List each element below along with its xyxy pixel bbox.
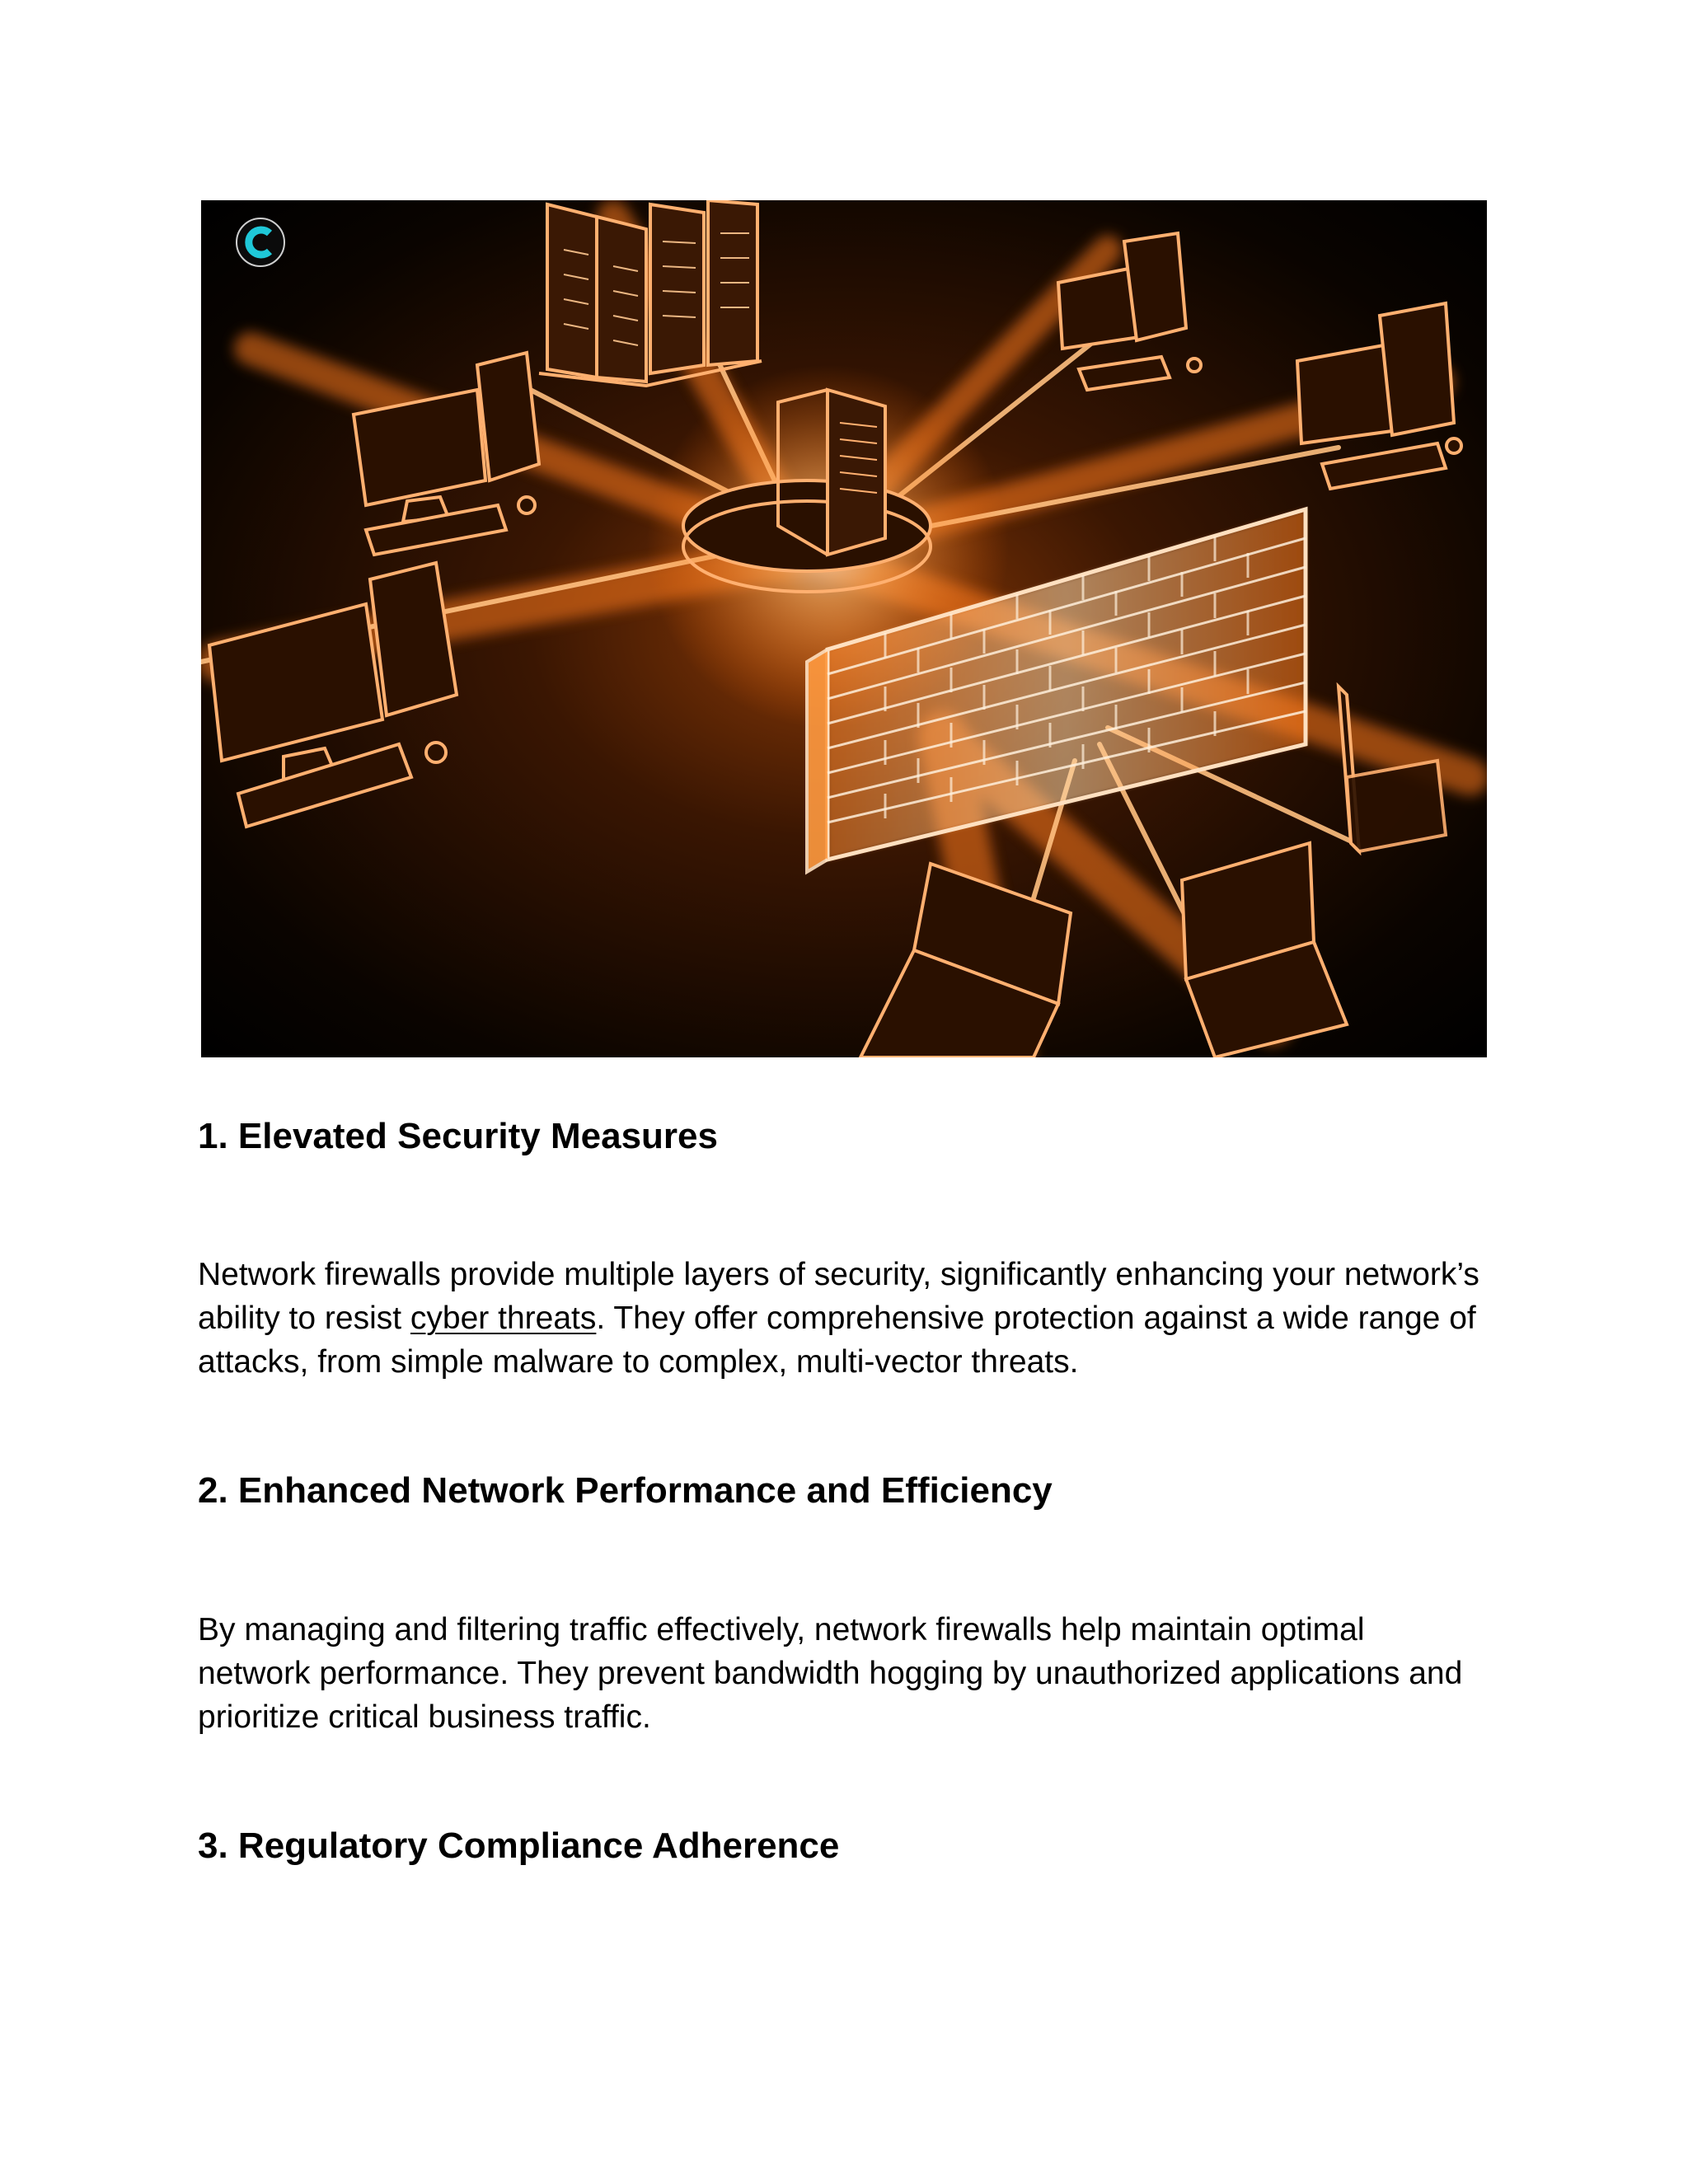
section-paragraph-performance: By managing and filtering traffic effectively, network firewalls help maintain optimal network performance. They prevent bandwidth hogging by unauthorized applications and prioritize critical business traffic. [198, 1612, 1463, 1735]
paragraph-text-start: Network firewalls provide multiple layers of security, significantly enhancing your network’s ability to resist [198, 1257, 1479, 1336]
section-heading-security: 1. Elevated Security Measures [198, 1116, 718, 1156]
section-heading-performance: 2. Enhanced Network Performance and Efficiency [198, 1470, 1053, 1511]
brand-logo-icon [235, 217, 286, 268]
section-heading-compliance: 3. Regulatory Compliance Adherence [198, 1825, 840, 1866]
section-paragraph-security [198, 1253, 1484, 1384]
hero-image [201, 200, 1487, 1057]
network-firewall-illustration [201, 200, 1487, 1057]
cyber-threats-link[interactable]: cyber threats [410, 1301, 597, 1336]
paragraph-text-end: . They offer comprehensive protection against a wide range of attacks, from simple malware to complex, multi-vector threats. [198, 1301, 1476, 1380]
